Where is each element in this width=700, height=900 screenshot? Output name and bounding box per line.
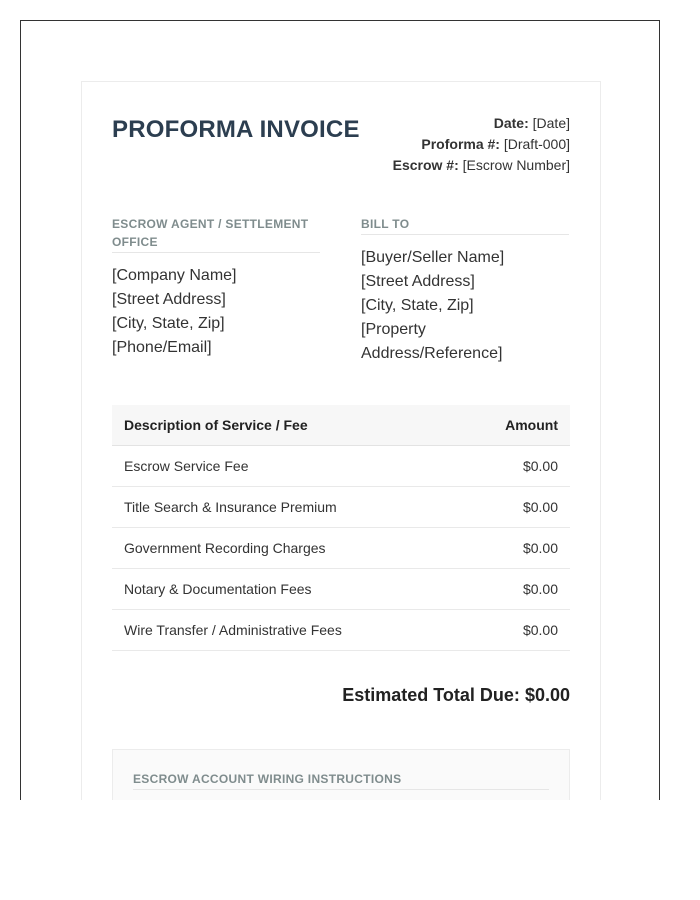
fee-amount: $0.00 — [460, 487, 571, 528]
total-value: $0.00 — [524, 685, 570, 705]
table-row — [112, 446, 570, 487]
fee-description: Notary & Documentation Fees — [112, 569, 460, 610]
bill-to-city-state-zip: [City, State, Zip] — [361, 297, 474, 314]
date-value: [Date] — [532, 115, 570, 131]
proforma-number-value: [Draft-000] — [503, 136, 570, 152]
fee-amount: $0.00 — [460, 569, 571, 610]
escrow-agent-section — [112, 215, 320, 360]
fee-description: Government Recording Charges — [112, 528, 460, 569]
document-frame — [20, 20, 660, 800]
table-row — [112, 528, 570, 569]
agent-city-state-zip: [City, State, Zip] — [112, 315, 225, 332]
fee-table — [112, 405, 570, 651]
agent-phone-email: [Phone/Email] — [112, 339, 212, 356]
fee-amount: $0.00 — [460, 610, 571, 651]
bill-to-name: [Buyer/Seller Name] — [361, 249, 505, 266]
proforma-number-label: Proforma #: — [421, 136, 500, 152]
escrow-number-value: [Escrow Number] — [462, 157, 570, 173]
escrow-number-label: Escrow #: — [392, 157, 459, 173]
description-column-header: Description of Service / Fee — [112, 405, 460, 446]
table-row — [112, 610, 570, 651]
date-row — [393, 113, 570, 134]
bill-to-section — [361, 215, 569, 366]
invoice-meta — [393, 113, 570, 176]
wiring-instructions-box — [112, 749, 570, 800]
fee-table-header-row — [112, 405, 570, 446]
table-row — [112, 569, 570, 610]
invoice-card — [81, 81, 601, 800]
amount-column-header: Amount — [460, 405, 571, 446]
fee-amount: $0.00 — [460, 528, 571, 569]
proforma-number-row — [393, 134, 570, 155]
agent-street-address: [Street Address] — [112, 291, 226, 308]
total-label: Estimated Total Due: — [342, 685, 520, 705]
escrow-number-row — [393, 155, 570, 176]
agent-company-name: [Company Name] — [112, 267, 237, 284]
fee-description: Title Search & Insurance Premium — [112, 487, 460, 528]
fee-description: Wire Transfer / Administrative Fees — [112, 610, 460, 651]
bill-to-property-reference: [Property Address/Reference] — [361, 321, 503, 362]
estimated-total — [342, 685, 570, 706]
invoice-title: PROFORMA INVOICE — [112, 116, 360, 143]
bill-to-heading: BILL TO — [361, 215, 569, 235]
escrow-agent-heading: ESCROW AGENT / SETTLEMENT OFFICE — [112, 215, 320, 253]
bill-to-street-address: [Street Address] — [361, 273, 475, 290]
wiring-instructions-heading: ESCROW ACCOUNT WIRING INSTRUCTIONS — [133, 771, 549, 790]
fee-amount: $0.00 — [460, 446, 571, 487]
date-label: Date: — [493, 115, 529, 131]
table-row — [112, 487, 570, 528]
fee-description: Escrow Service Fee — [112, 446, 460, 487]
